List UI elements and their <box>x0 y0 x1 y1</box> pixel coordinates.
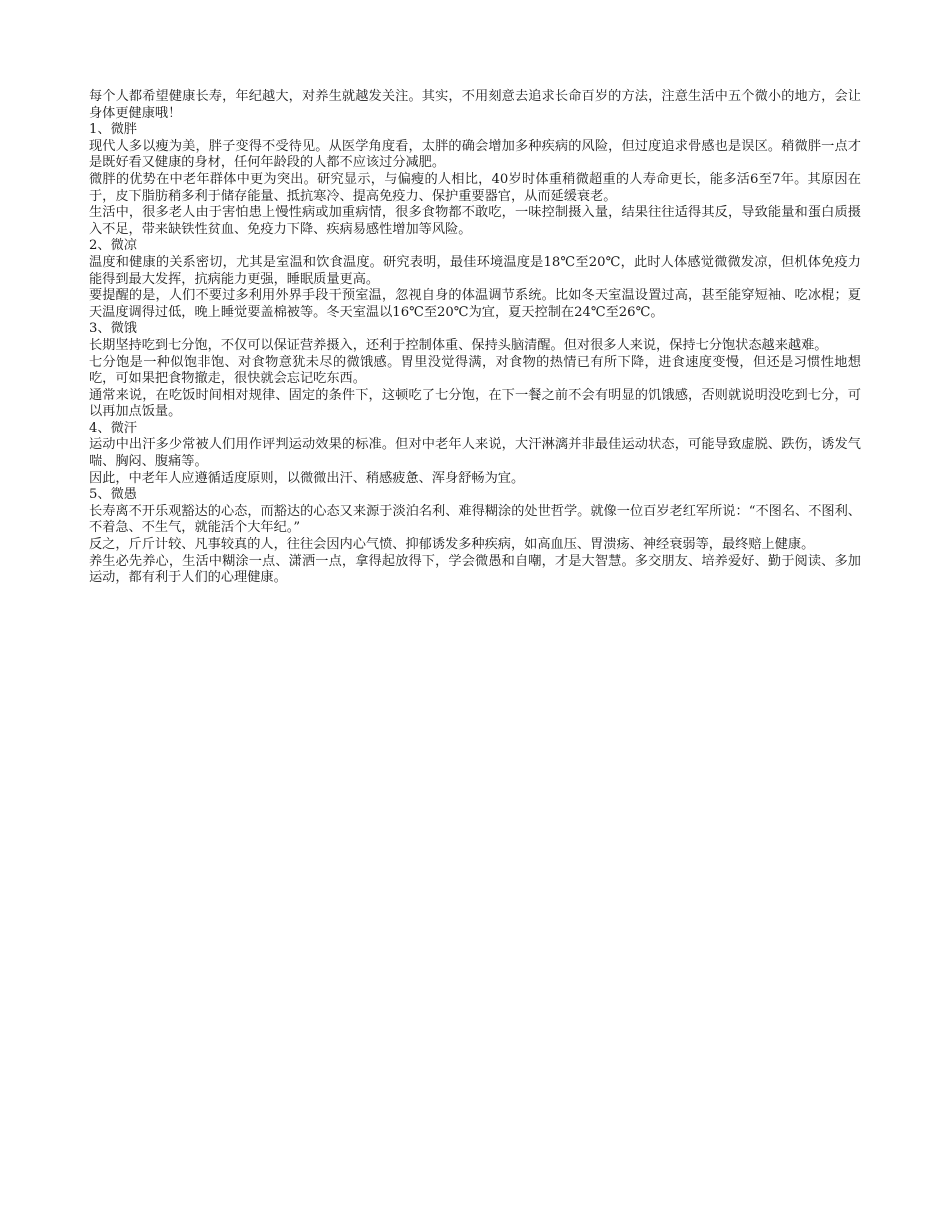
section-paragraph: 因此，中老年人应遵循适度原则，以微微出汗、稍感疲惫、浑身舒畅为宜。 <box>89 470 525 486</box>
section-paragraph: 要提醒的是，人们不要过多利用外界手段干预室温，忽视自身的体温调节系统。比如冬天室温设置过高，甚至能穿短袖、吃冰棍；夏天温度调得过低，晚上睡觉要盖棉被等。冬天室温以16℃至20℃为宜，夏天控制在24℃至26℃。 <box>89 288 861 320</box>
section-heading: 4、微汗 <box>89 420 137 436</box>
section-slight-sweat <box>89 421 861 487</box>
section-slight-cool <box>89 238 861 321</box>
section-paragraph: 现代人多以瘦为美，胖子变得不受待见。从医学角度看，太胖的确会增加多种疾病的风险，但过度追求骨感也是误区。稍微胖一点才是既好看又健康的身材，任何年龄段的人都不应该过分减肥。 <box>89 138 861 171</box>
section-heading: 5、微愚 <box>89 487 137 503</box>
section-paragraph: 长期坚持吃到七分饱，不仅可以保证营养摄入，还利于控制体重、保持头脑清醒。但对很多人来说，保持七分饱状态越来越难。 <box>89 337 828 353</box>
section-paragraph: 七分饱是一种似饱非饱、对食物意犹未尽的微饿感。胃里没觉得满，对食物的热情已有所下降，进食速度变慢，但还是习惯性地想吃，可如果把食物撤走，很快就会忘记吃东西。 <box>89 354 861 387</box>
section-paragraph: 养生必先养心，生活中糊涂一点、潇洒一点，拿得起放得下，学会微愚和自嘲，才是大智慧。多交朋友、培养爱好、勤于阅读、多加运动，都有利于人们的心理健康。 <box>89 553 861 586</box>
section-slight-hunger <box>89 321 861 421</box>
section-paragraph: 通常来说，在吃饭时间相对规律、固定的条件下，这顿吃了七分饱，在下一餐之前不会有明显的饥饿感，否则就说明没吃到七分，可以再加点饭量。 <box>89 387 861 420</box>
section-slight-overweight <box>89 122 861 238</box>
section-slight-foolishness <box>89 487 861 587</box>
section-paragraph: 生活中，很多老人由于害怕患上慢性病或加重病情，很多食物都不敢吃，一味控制摄入量，结果往往适得其反，导致能量和蛋白质摄入不足，带来缺铁性贫血、免疫力下降、疾病易感性增加等风险。 <box>89 205 861 237</box>
section-heading: 1、微胖 <box>89 122 137 138</box>
section-paragraph: 长寿离不开乐观豁达的心态，而豁达的心态又来源于淡泊名利、难得糊涂的处世哲学。就像一位百岁老红军所说：“不图名、不图利、不着急、不生气，就能活个大年纪。” <box>89 503 861 536</box>
section-paragraph: 温度和健康的关系密切，尤其是室温和饮食温度。研究表明，最佳环境温度是18℃至20℃，此时人体感觉微微发凉，但机体免疫力能得到最大发挥，抗病能力更强，睡眠质量更高。 <box>89 254 861 287</box>
section-paragraph: 反之，斤斤计较、凡事较真的人，往往会因内心气愤、抑郁诱发多种疾病，如高血压、胃溃疡、神经衰弱等，最终赔上健康。 <box>89 537 815 553</box>
article-body <box>89 89 861 587</box>
intro-paragraph: 每个人都希望健康长寿，年纪越大，对养生就越发关注。其实，不用刻意去追求长命百岁的方法，注意生活中五个微小的地方，会让身体更健康哦！ <box>89 89 861 121</box>
section-heading: 2、微凉 <box>89 238 137 254</box>
section-paragraph: 微胖的优势在中老年群体中更为突出。研究显示，与偏瘦的人相比，40岁时体重稍微超重的人寿命更长，能多活6至7年。其原因在于，皮下脂肪稍多利于储存能量、抵抗寒冷、提高免疫力、保护重要器官，从而延缓衰老。 <box>89 171 861 204</box>
section-heading: 3、微饿 <box>89 321 137 337</box>
section-paragraph: 运动中出汗多少常被人们用作评判运动效果的标准。但对中老年人来说，大汗淋漓并非最佳运动状态，可能导致虚脱、跌伤，诱发气喘、胸闷、腹痛等。 <box>89 437 861 470</box>
